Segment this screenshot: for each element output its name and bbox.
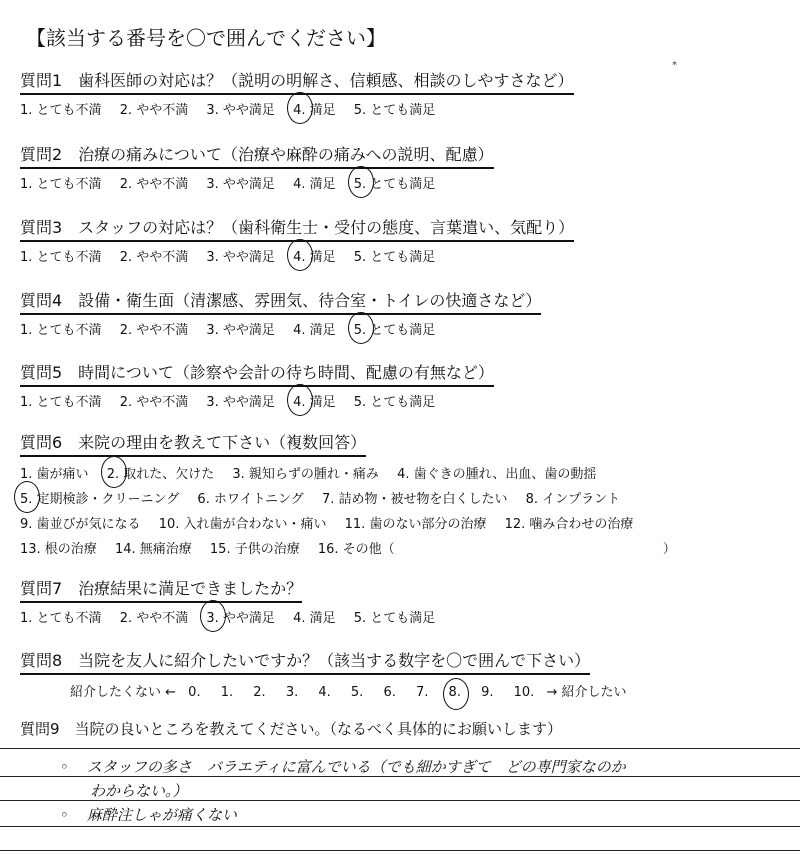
scale-1[interactable]: 1. [220,685,234,700]
option-2[interactable]: 2. やや不満 [119,395,189,410]
option-1[interactable]: 1. とても不満 [20,250,102,265]
reason-3[interactable]: 3. 親知らずの腫れ・痛み [232,467,379,482]
bullet-icon: ◦ [60,806,69,824]
handwritten-answer-2 [60,804,237,825]
answer-line [0,826,800,827]
reason-13[interactable]: 13. 根の治療 [20,542,97,557]
option-3[interactable]: 3. やや満足 [206,395,275,410]
answer-text: 麻酔注しゃが痛くない [86,806,237,824]
question-title: 質問4 設備・衛生面（清潔感、雰囲気、待合室・トイレの快適さなど） [20,288,541,315]
reason-9[interactable]: 9. 歯並びが気になる [20,517,141,532]
handwritten-answer-1 [60,756,626,777]
option-2[interactable]: 2. やや不満 [119,611,189,626]
question-title: 質問9 当院の良いところを教えてください。（なるべく具体的にお願いします） [20,720,563,738]
question-title: 質問7 治療結果に満足できましたか？ [20,576,302,603]
answer-line [0,850,800,851]
reason-6[interactable]: 6. ホワイトニング [197,492,304,507]
reason-row-3 [20,513,690,532]
reason-7[interactable]: 7. 詰め物・被せ物を白くしたい [321,492,508,507]
scale-0[interactable]: 0. [188,685,201,700]
answer-options [20,99,574,118]
question-4 [20,288,541,338]
reason-10[interactable]: 10. 入れ歯が合わない・痛い [158,517,327,532]
answer-options [20,391,494,410]
option-5[interactable]: 5. とても満足 [353,103,436,118]
scale-4[interactable]: 4. [318,685,331,700]
option-1[interactable]: 1. とても不満 [20,103,102,118]
reason-14[interactable]: 14. 無痛治療 [114,542,192,557]
option-3[interactable]: 3. やや満足 [206,177,275,192]
option-2[interactable]: 2. やや不満 [119,323,189,338]
option-4-circled[interactable]: 4. 満足 [293,391,336,410]
option-1[interactable]: 1. とても不満 [20,611,102,626]
scale-8-circled[interactable]: 8. [448,685,461,700]
question-3 [20,215,574,265]
reason-5-circled[interactable]: 5. 定期検診・クリーニング [20,488,179,507]
option-4-circled[interactable]: 4. 満足 [293,246,336,265]
answer-text: わからない。） [90,782,188,800]
option-5-circled[interactable]: 5. とても満足 [354,319,436,338]
question-6 [20,430,690,557]
question-title: 質問5 時間について（診察や会計の待ち時間、配慮の有無など） [20,360,494,387]
question-1 [20,68,574,118]
scale-7[interactable]: 7. [416,685,429,700]
reason-2-circled[interactable]: 2. 取れた、欠けた [107,463,215,482]
question-2 [20,142,494,192]
scale-right-label: → 紹介したい [546,685,627,700]
scale-6[interactable]: 6. [383,685,396,700]
option-3[interactable]: 3. やや満足 [206,103,275,118]
question-5 [20,360,494,410]
answer-options [20,173,494,192]
answer-options [20,319,541,338]
question-8 [20,648,627,700]
scale-9[interactable]: 9. [481,685,494,700]
scale-10[interactable]: 10. [513,685,535,700]
reason-11[interactable]: 11. 歯のない部分の治療 [344,517,487,532]
option-4[interactable]: 4. 満足 [293,177,336,192]
option-4[interactable]: 4. 満足 [293,611,336,626]
answer-options [20,246,574,265]
reason-16-close: ） [662,542,676,557]
option-3[interactable]: 3. やや満足 [206,250,275,265]
answer-line [0,748,800,749]
option-5[interactable]: 5. とても満足 [353,611,436,626]
stray-mark: * [672,60,677,71]
instruction-header: 【該当する番号を〇で囲んでください】 [26,26,386,50]
reason-8[interactable]: 8. インプラント [525,492,621,507]
question-7 [20,576,449,626]
option-2[interactable]: 2. やや不満 [119,103,189,118]
option-4[interactable]: 4. 満足 [293,323,336,338]
question-title: 質問3 スタッフの対応は？（歯科衛生士・受付の態度、言葉遣い、気配り） [20,215,574,242]
option-3-circled[interactable]: 3. やや満足 [206,607,275,626]
question-title: 質問1 歯科医師の対応は？（説明の明解さ、信頼感、相談のしやすさなど） [20,68,574,95]
answer-options [20,607,449,626]
reason-row-1 [20,463,690,482]
scale-left-label: 紹介したくない ← [70,685,177,700]
bullet-icon: ◦ [60,758,69,776]
option-5[interactable]: 5. とても満足 [353,250,436,265]
option-1[interactable]: 1. とても不満 [20,177,102,192]
option-4-circled[interactable]: 4. 満足 [293,99,336,118]
option-1[interactable]: 1. とても不満 [20,395,102,410]
question-9 [20,718,562,739]
scale-3[interactable]: 3. [285,685,299,700]
option-5-circled[interactable]: 5. とても満足 [354,173,436,192]
reason-1[interactable]: 1. 歯が痛い [20,467,89,482]
question-title: 質問6 来院の理由を教えて下さい（複数回答） [20,430,366,457]
reason-row-2 [20,488,690,507]
answer-text: スタッフの多さ バラエティに富んでいる（でも細かすぎて どの専門家なのか [86,758,626,776]
handwritten-answer-1-cont [90,780,188,801]
recommend-scale [20,681,627,700]
reason-row-4 [20,538,690,557]
scale-2[interactable]: 2. [253,685,266,700]
reason-12[interactable]: 12. 噛み合わせの治療 [504,517,634,532]
option-2[interactable]: 2. やや不満 [119,250,189,265]
option-3[interactable]: 3. やや満足 [206,323,275,338]
question-title: 質問2 治療の痛みについて（治療や麻酔の痛みへの説明、配慮） [20,142,494,169]
reason-15[interactable]: 15. 子供の治療 [209,542,300,557]
reason-4[interactable]: 4. 歯ぐきの腫れ、出血、歯の動揺 [397,467,597,482]
scale-5[interactable]: 5. [350,685,364,700]
option-5[interactable]: 5. とても満足 [353,395,436,410]
option-1[interactable]: 1. とても不満 [20,323,102,338]
option-2[interactable]: 2. やや不満 [119,177,189,192]
question-title: 質問8 当院を友人に紹介したいですか？（該当する数字を〇で囲んで下さい） [20,648,590,675]
reason-16[interactable]: 16. その他（ [317,542,395,557]
